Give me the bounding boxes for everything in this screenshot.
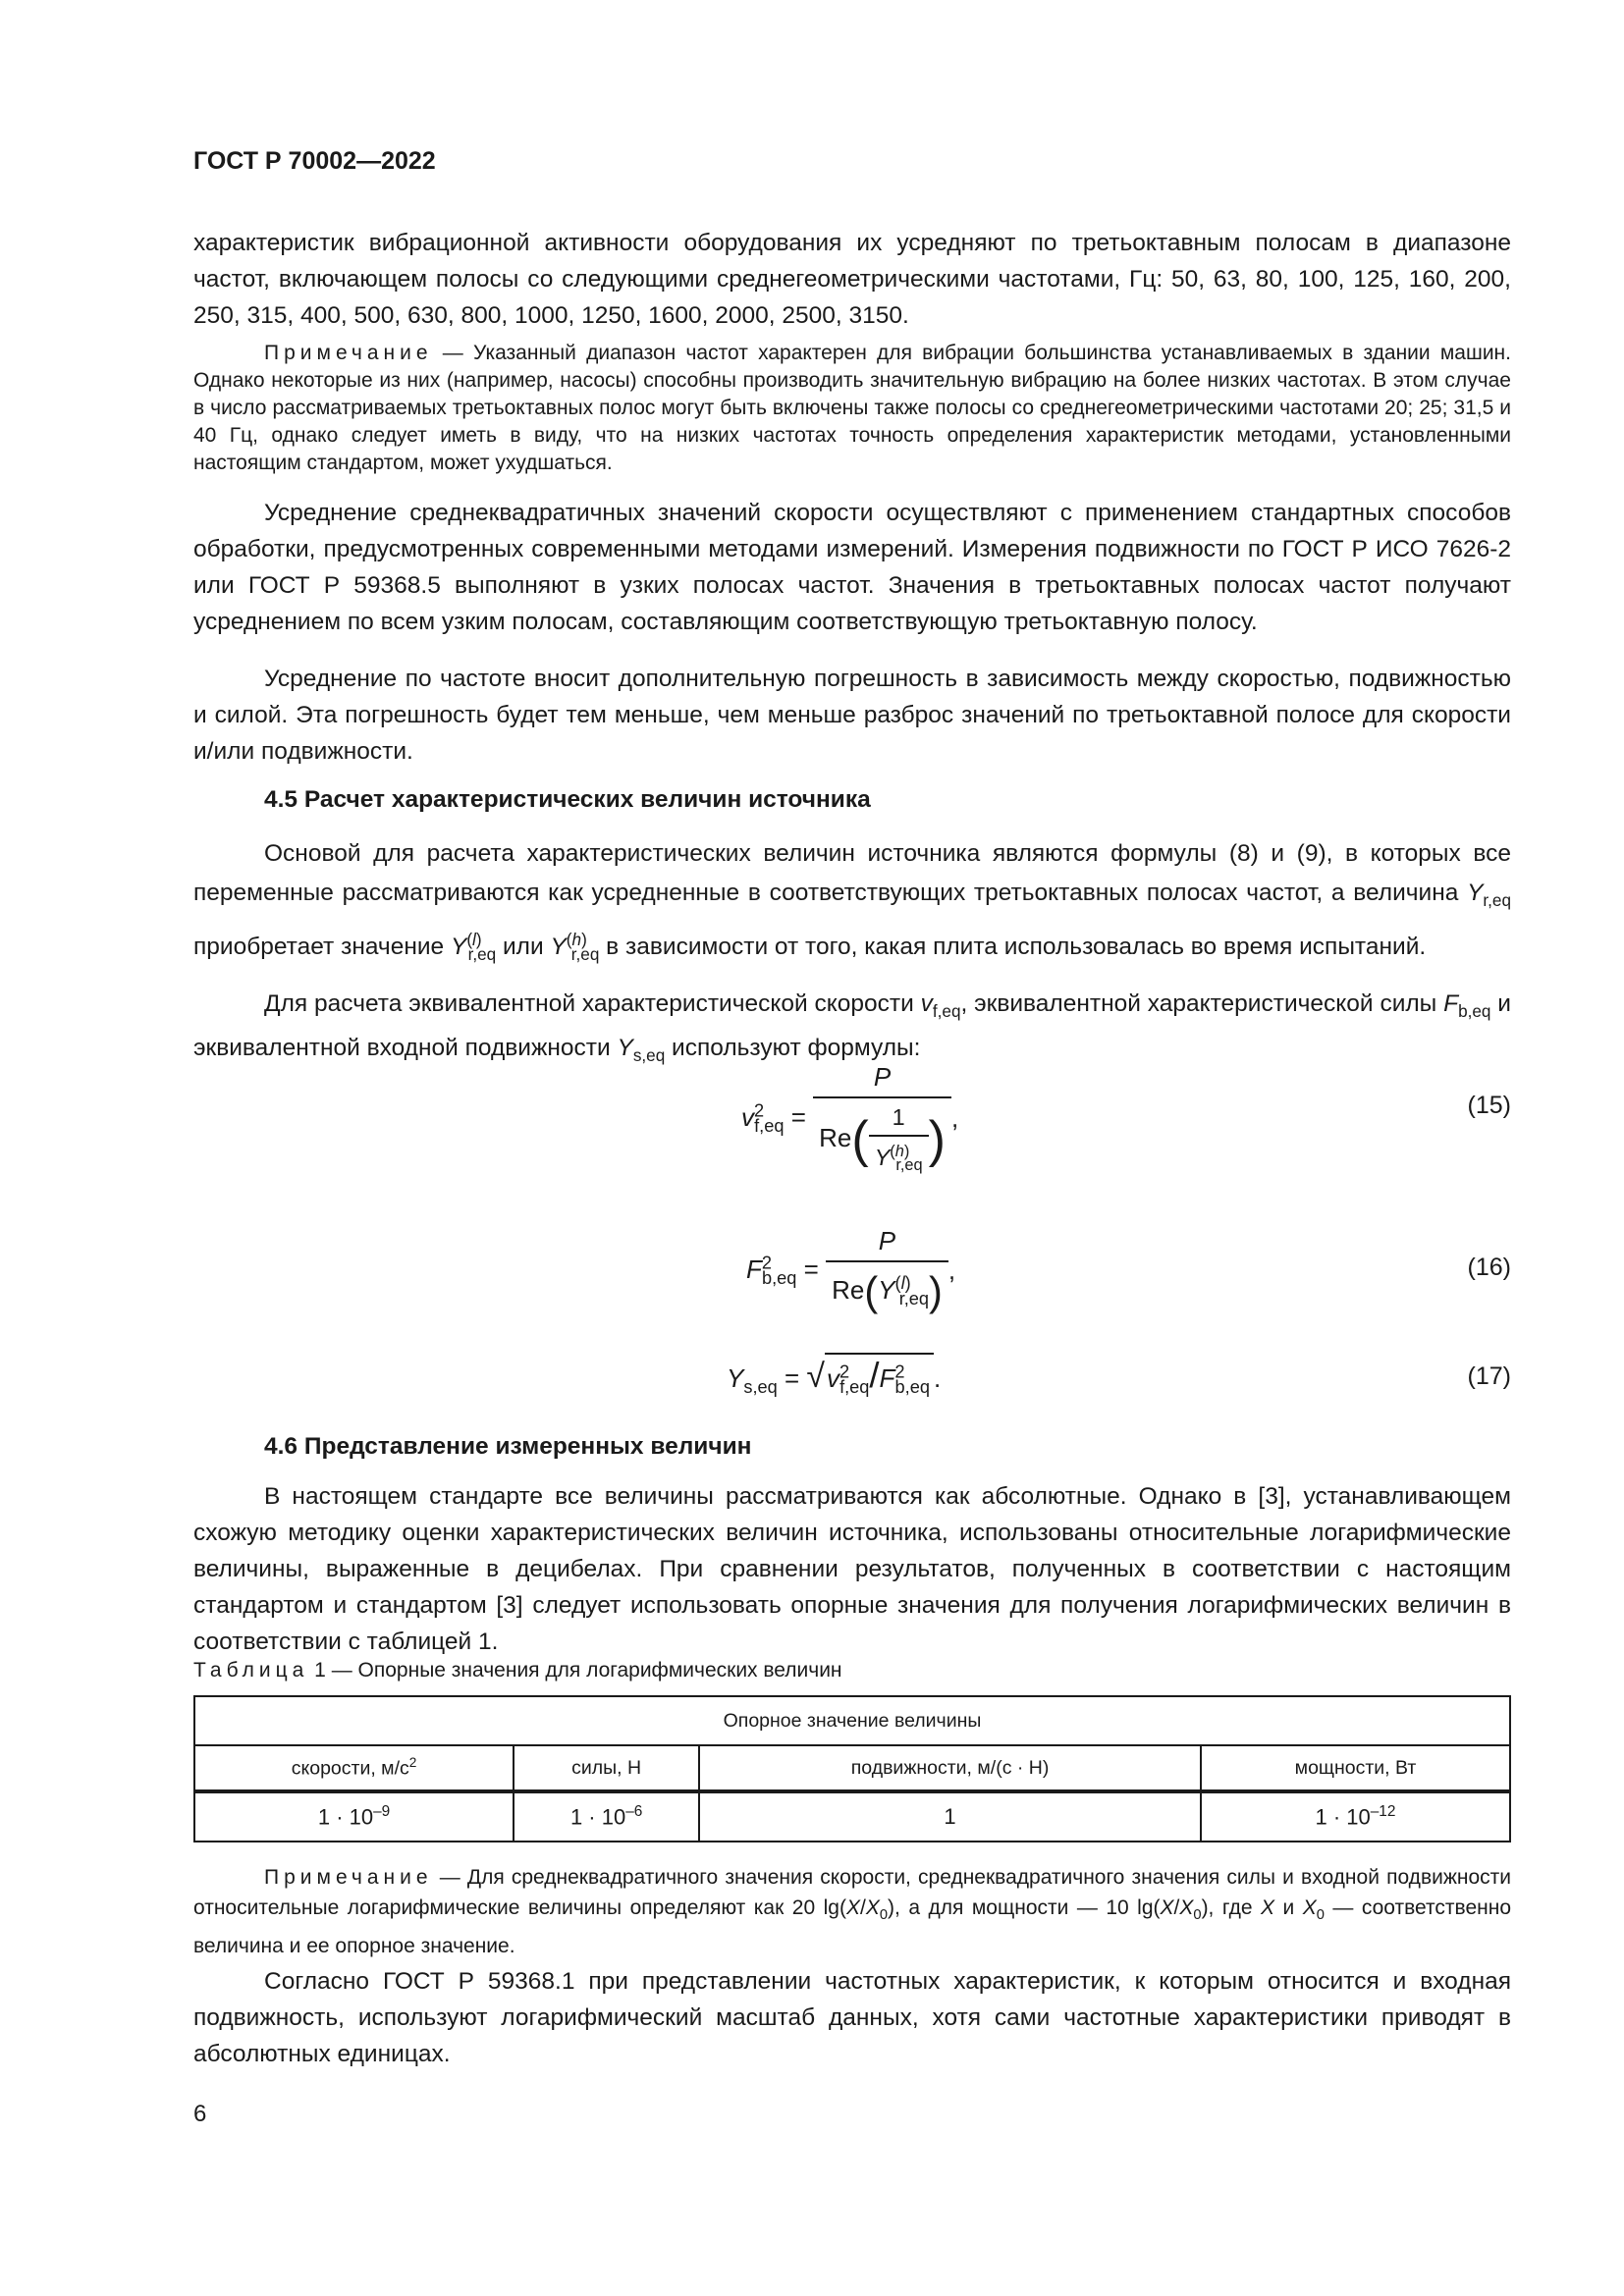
cell-force-value: 1 · 10 bbox=[569, 1804, 626, 1830]
cell-force-exp: –6 bbox=[625, 1803, 643, 1821]
symbol-f-b-eq: $F_{b,eq}$ bbox=[1443, 990, 1491, 1021]
s45-p2-text-c: и эквивалентной входной подвижности bbox=[193, 990, 1511, 1061]
note-1 bbox=[193, 340, 1511, 477]
symbol-y-r-eq: $Y_{r,eq}$ bbox=[1467, 880, 1511, 910]
paragraph-error: Усреднение по частоте вносит дополнительную погрешность в зависимость между скоростью, подвижностью и силой. Эта погрешность будет тем меньше, чем меньше разброс значений по третьоктавной полосе для скорости и/или подвижности. bbox=[193, 666, 1511, 765]
note-1-label: Примечание bbox=[264, 342, 433, 364]
equation-16-number: (16) bbox=[1467, 1254, 1511, 1281]
col-velocity-sup: 2 bbox=[408, 1755, 417, 1771]
note-2-text-e: — соответственно величина и ее опорное значение. bbox=[193, 1896, 1512, 1958]
section-4-6-paragraph: В настоящем стандарте все величины рассматриваются как абсолютные. Однако в [3], устанавливающем схожую методику оценки характеристических величин источника, использованы относительные логарифмические величины, выраженные в децибелах. При сравнении результатов, полученных в соответствии с настоящим стандартом и стандартом [3] следует использовать опорные значения для получения логарифмических величин в соответствии с таблицей 1. bbox=[193, 1483, 1511, 1655]
table-1-caption bbox=[193, 1659, 842, 1682]
s45-p1-text-b: приобретает значение bbox=[193, 934, 451, 961]
note-2-text-d: и bbox=[1274, 1896, 1303, 1919]
table-header-velocity bbox=[194, 1745, 514, 1791]
note-2-text-a: — Для среднеквадратичного значения скорости, среднеквадратичного значения силы и входной подвижности относительные логарифмические величины определяют как 20 lg( bbox=[193, 1866, 1511, 1919]
final-paragraph: Согласно ГОСТ Р 59368.1 при представлении частотных характеристик, к которым относится и входная подвижность, используют логарифмический масштаб данных, хотя сами частотные характеристики приводят в абсолютных единицах. bbox=[193, 1968, 1511, 2067]
table-header-force: силы, Н bbox=[514, 1745, 699, 1791]
table-1-caption-label: Таблица bbox=[193, 1659, 309, 1682]
equation-16: $F^2_{b,eq}$ = $\frac{P}{Re(Y^{(l)}_{r,eq})}$ , bbox=[746, 1226, 956, 1314]
note-2-text-c: ), где bbox=[1201, 1896, 1262, 1919]
note-1-text: — Указанный диапазон частот характерен для вибрации большинства устанавливаемых в здании машин. Однако некоторые из них (например, насосы) способны производить значительную вибрацию на более низких частотах. В этом случае в число рассматриваемых третьоктавных полос могут быть включены также полосы со среднегеометрическими частотами 20; 25; 31,5 и 40 Гц, однако следует иметь в виду, что на низких частотах точность определения характеристик методами, установленными настоящим стандартом, может ухудшаться. bbox=[193, 342, 1511, 474]
equation-15-number: (15) bbox=[1467, 1092, 1511, 1119]
cell-power-exp: –12 bbox=[1370, 1803, 1396, 1821]
note-2-text-b: ), а для мощности — 10 lg( bbox=[888, 1896, 1161, 1919]
s45-p1-text-a: Основой для расчета характеристических величин источника являются формулы (8) и (9), в которых все переменные рассматриваются как усредненные в соответствующих третьоктавных полосах частот, а величина bbox=[193, 840, 1511, 906]
note-2-label: Примечание bbox=[264, 1866, 433, 1889]
section-4-5-heading: 4.5 Расчет характеристических величин источника bbox=[264, 786, 871, 813]
note-2: Примечание — Для среднеквадратичного значения скорости, среднеквадратичного значения силы и входной подвижности относительные логарифмические величины определяют как 20 $\lg(X/X_0)$, а для мощности — 10 $\lg(X/X_0)$, где X и $X_0$ — соответственно величина и ее опорное значение. bbox=[193, 1866, 1512, 1958]
table-1 bbox=[193, 1695, 1511, 1842]
col-velocity-label: скорости, м/с bbox=[291, 1757, 409, 1780]
table-1-caption-text: 1 — Опорные значения для логарифмических величин bbox=[308, 1659, 842, 1682]
symbol-v-f-eq: $v_{f,eq}$ bbox=[920, 990, 961, 1021]
section-4-6-heading: 4.6 Представление измеренных величин bbox=[264, 1433, 752, 1460]
equation-15: $v^2_{f,eq}$ = P Re( $\frac{1}{Y^{(h)}_{r,eq}}$ ) , bbox=[741, 1062, 959, 1175]
symbol-y-r-eq-l: $Y^{(l)}_{r,eq}$ bbox=[450, 929, 497, 964]
table-group-header: Опорное значение величины bbox=[194, 1696, 1510, 1745]
s45-p2-text-b: , эквивалентной характеристической силы bbox=[960, 990, 1444, 1017]
s45-p1-text-d: в зависимости от того, какая плита использовалась во время испытаний. bbox=[599, 934, 1427, 961]
table-header-mobility: подвижности, м/(с · Н) bbox=[699, 1745, 1201, 1791]
s45-p1-text-c: или bbox=[496, 934, 551, 961]
symbol-y-r-eq-h: $Y^{(h)}_{r,eq}$ bbox=[550, 929, 600, 964]
section-4-5-paragraph-2 bbox=[193, 986, 1511, 1074]
cell-velocity-value: 1 · 10 bbox=[317, 1804, 374, 1830]
table-cell-force bbox=[514, 1791, 699, 1842]
table-header-power: мощности, Вт bbox=[1201, 1745, 1510, 1791]
paragraph-averaging: Усреднение среднеквадратичных значений скорости осуществляют с применением стандартных способов обработки, предусмотренных современными методами измерений. Измерения подвижности по ГОСТ Р ИСО 7626-2 или ГОСТ Р 59368.5 выполняют в узких полосах частот. Значения в третьоктавных полосах частот получают усреднением по всем узким полосам, составляющим соответствующую третьоктавную полосу. bbox=[193, 500, 1511, 635]
section-4-5-paragraph-1 bbox=[193, 834, 1511, 974]
s45-p2-text-d: используют формулы: bbox=[665, 1034, 921, 1061]
equation-17: $Y_{s,eq} = √v^2_{f,eq}/F^2_{b,eq}$ . bbox=[727, 1355, 942, 1398]
table-cell-velocity bbox=[194, 1791, 514, 1842]
cell-power-value: 1 · 10 bbox=[1315, 1804, 1371, 1830]
s45-p2-text-a: Для расчета эквивалентной характеристической скорости bbox=[264, 990, 921, 1017]
cell-velocity-exp: –9 bbox=[373, 1803, 391, 1821]
table-cell-power bbox=[1201, 1791, 1510, 1842]
intro-paragraph: характеристик вибрационной активности оборудования их усредняют по третьоктавным полосам в диапазоне частот, включающем полосы со следующими среднегеометрическими частотами, Гц: 50, 63, 80, 100, 125, 160, 200, 250, 315, 400, 500, 630, 800, 1000, 1250, 1600, 2000, 2500, 3150. bbox=[193, 230, 1511, 329]
document-header: ГОСТ Р 70002—2022 bbox=[193, 147, 436, 175]
cell-mobility-value: 1 bbox=[944, 1804, 956, 1829]
equation-17-number: (17) bbox=[1467, 1362, 1511, 1390]
symbol-y-s-eq: $Y_{s,eq}$ bbox=[617, 1034, 666, 1065]
page-number: 6 bbox=[193, 2101, 207, 2127]
table-cell-mobility bbox=[699, 1791, 1201, 1842]
